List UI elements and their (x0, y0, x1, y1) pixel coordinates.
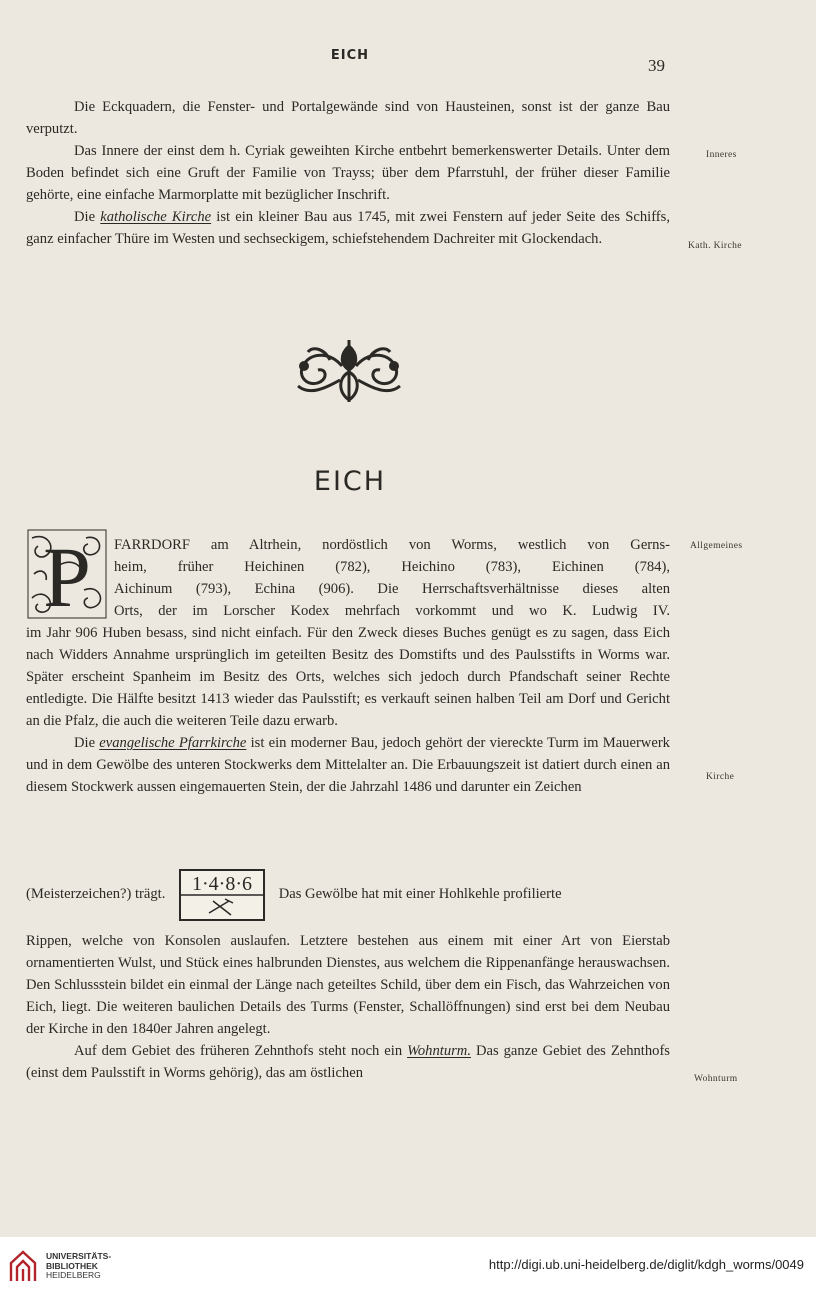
stamp-text-after: Das Gewölbe hat mit einer Hohlkehle profilierte (278, 886, 562, 902)
kath-kirche-emphasis: katholische Kirche (100, 209, 212, 225)
drop-cap-initial (26, 528, 108, 620)
drop-cap-line-3: Aichinum (793), Echina (906). Die Herrschaftsverhältnisse dieses alten (114, 581, 670, 597)
stamp-text-before: (Meisterzeichen?) trägt. (26, 886, 166, 902)
year-stone-stamp (179, 869, 265, 921)
drop-cap-line-4: Orts, der im Lorscher Kodex mehrfach vorkommt und wo K. Ludwig IV. (114, 603, 670, 619)
stamp-year: 1·4·8·6 (192, 872, 253, 895)
drop-cap-letter: P (43, 529, 91, 620)
kirche-text-after: ist ein moderner Bau, jedoch gehört der viereckte Turm im Mauerwerk und in dem Gewölbe des unteren Stockwerks dem Mittelalter an. Die Erbauungszeit ist datiert durch einen an diesem Stockwerk aussen eingemauerten Stein, der die Jahrzahl 1486 und darunter ein Zeichen (26, 735, 670, 795)
paragraph-evangelische-kirche (26, 732, 670, 798)
text-block-bottom (26, 930, 670, 1084)
paragraph-rippen: Rippen, welche von Konsolen auslaufen. Letztere bestehen aus einem mit einer Art von Eierstab ornamentierten Wulst, und Stück eines halbrunden Dienstes, aus welchem die Rippenanfänge herauswachsen. Den Schlussstein bildet ein einmal der Länge nach geteiltes Schild, über dem ein Fisch, das Wahrzeichen von Eich, liegt. Die weiteren baulichen Details des Turms (Fenster, Schallöffnungen) sind erst bei dem Neubau der Kirche in den 1840er Jahren angelegt. (26, 933, 670, 1037)
margin-note-kirche: Kirche (706, 772, 735, 782)
paragraph-innere: Das Innere der einst dem h. Cyriak geweihten Kirche entbehrt bemerkenswerter Details. Unter dem Boden befindet sich eine Gruft der Familie von Trayss; über dem Pfarrstuhl, der früher dieser Familie gehörte, eine einfache Marmorplatte mit bezüglicher Inschrift. (26, 143, 670, 203)
margin-note-wohnturm: Wohnturm (694, 1074, 738, 1084)
kath-text-before: Die (74, 209, 101, 225)
margin-note-kath-kirche: Kath. Kirche (688, 241, 742, 251)
paragraph-kath-kirche (26, 206, 670, 250)
viewer-footer (0, 1237, 816, 1295)
library-name[interactable] (46, 1252, 111, 1281)
kath-text-after: ist ein kleiner Bau aus 1745, mit zwei Fenstern auf jeder Seite des Schiffs, ganz einfacher Thüre im Westen und sechseckigem, schiefstehendem Dachreiter mit Glockendach. (26, 209, 670, 247)
margin-note-allgemeines: Allgemeines (690, 541, 743, 551)
paragraph-wohnturm (26, 1040, 670, 1084)
wohnturm-emphasis: Wohnturm. (407, 1043, 471, 1059)
university-library-logo-icon[interactable] (8, 1249, 38, 1283)
text-block-top (26, 96, 670, 250)
paragraph-allgemeines-rest: im Jahr 906 Huben besass, sind nicht einfach. Für den Zweck dieses Buches genügt es zu sagen, dass Eich nach Widders Annahme ursprünglich im geteilten Besitz des Domstifts und des Paulsstifts in Worms war. Später erscheint Spanheim im Besitz des Orts, welches sich jedoch durch Pfandschaft seiner Rechte entledigte. Die Hälfte besitzt 1413 wieder das Paulsstift; es verkauft seinen halben Teil am Dorf und Gericht an die Pfalz, die auch die weiteren Teile dazu erwarb. (26, 625, 670, 729)
margin-note-inneres: Inneres (706, 150, 737, 160)
drop-cap-line-1: FARRDORF am Altrhein, nordöstlich von Worms, westlich von Gerns- (114, 537, 670, 553)
drop-cap-lines (114, 534, 670, 622)
page-number: 39 (648, 56, 665, 75)
paragraph-eckquadern: Die Eckquadern, die Fenster- und Portalgewände sind von Hausteinen, sonst ist der ganze Bau verputzt. (26, 99, 670, 137)
running-head: EICH (330, 48, 370, 63)
ornament-vignette-icon (290, 336, 408, 408)
permalink-url[interactable]: http://digi.ub.uni-heidelberg.de/diglit/kdgh_worms/0049 (488, 1257, 804, 1272)
section-title: EICH (313, 466, 387, 497)
wohnturm-text-before: Auf dem Gebiet des früheren Zehnthofs steht noch ein (74, 1043, 408, 1059)
library-line-2: BIBLIOTHEK (46, 1260, 98, 1271)
text-block-middle (26, 622, 670, 798)
library-line-3: HEIDELBERG (46, 1270, 101, 1280)
inline-stamp-row (26, 868, 670, 920)
wohnturm-text-after: Das ganze Gebiet des Zehnthofs (einst dem Paulsstift in Worms gehörig), das am östlichen (26, 1043, 670, 1081)
pfarrkirche-emphasis: evangelische Pfarrkirche (99, 735, 247, 751)
drop-cap-line-2: heim, früher Heichinen (782), Heichino (783), Eichinen (784), (114, 559, 670, 575)
kirche-text-before: Die (74, 735, 100, 751)
library-line-1: UNIVERSITÄTS- (46, 1251, 112, 1261)
